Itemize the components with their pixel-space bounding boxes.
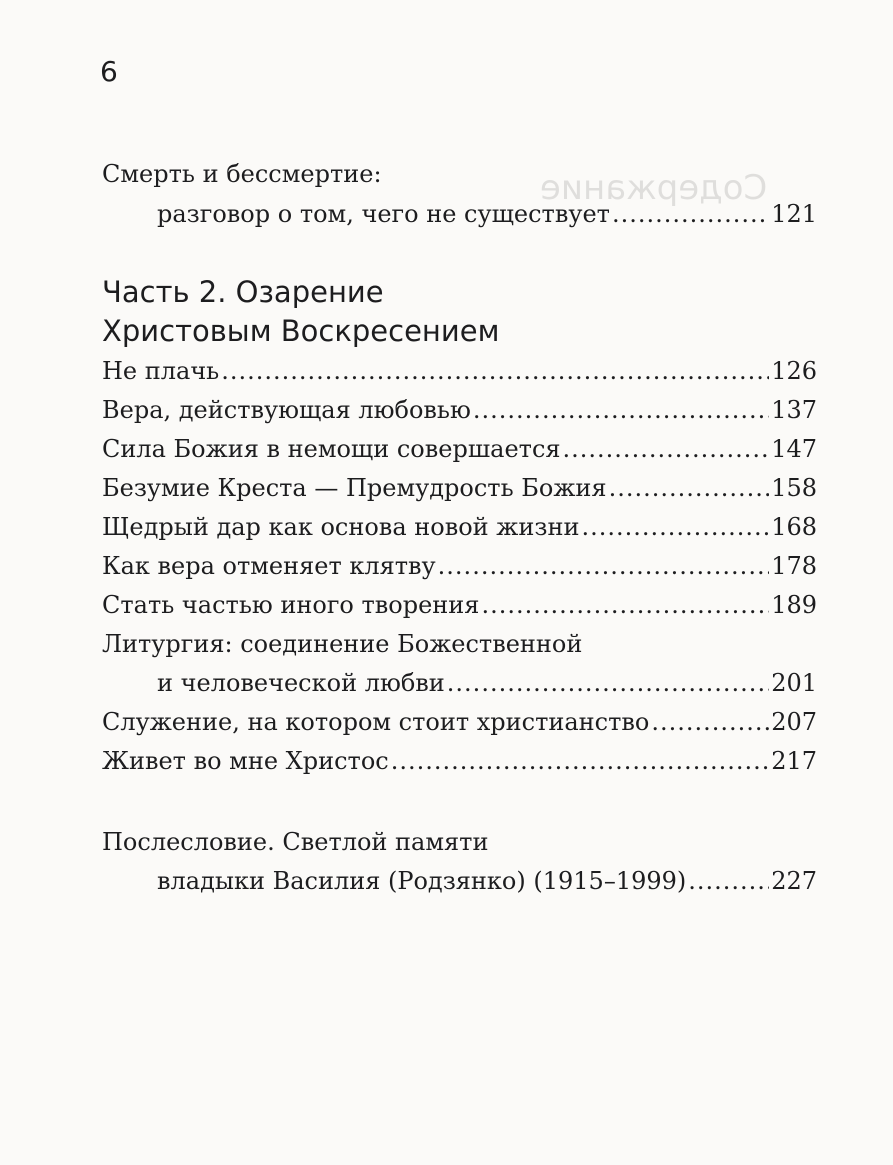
dot-leader [581,508,769,546]
dot-leader [651,703,769,741]
toc-page-ref: 158 [771,474,817,502]
toc-entry-title: Служение, на котором стоит христианство [102,708,650,736]
toc-entry[interactable] [102,586,817,624]
toc-page-ref: 207 [771,708,817,736]
toc-entry-line1 [102,823,817,861]
toc-page-ref: 217 [771,747,817,775]
toc-entry[interactable] [102,508,817,546]
toc-entry[interactable] [102,547,817,585]
dot-leader [391,742,769,780]
dot-leader [438,547,770,585]
toc-entry-title: владыки Василия (Родзянко) (1915–1999) [157,867,687,895]
toc-entry[interactable] [102,430,817,468]
toc-entry-title: Литургия: соединение Божественной [102,630,583,658]
toc-entry-title: Живет во мне Христос [102,747,389,775]
toc-entry-title: разговор о том, чего не существует [157,200,610,228]
toc-page-ref: 227 [771,867,817,895]
toc-entry[interactable] [157,195,817,233]
page-number: 6 [100,55,118,88]
toc-page-ref: 168 [771,513,817,541]
toc-entry-title: Смерть и бессмертие: [102,160,382,188]
toc-entry[interactable] [102,391,817,429]
toc-entry-title: Сила Божия в немощи совершается [102,435,561,463]
dot-leader [612,195,769,233]
toc-page-ref: 178 [771,552,817,580]
toc-entry-line1 [102,155,817,193]
toc-entry[interactable] [102,703,817,741]
toc-entry-title: Безумие Креста — Премудрость Божия [102,474,607,502]
toc-page-ref: 147 [771,435,817,463]
toc-page-ref: 137 [771,396,817,424]
toc-entry-title: Щедрый дар как основа новой жизни [102,513,580,541]
toc-page-ref: 189 [771,591,817,619]
dot-leader [688,862,769,900]
dot-leader [609,469,770,507]
dot-leader [473,391,769,429]
dot-leader [447,664,769,702]
dot-leader [481,586,769,624]
toc-entry[interactable] [102,742,817,780]
toc-entry-title: Не плачь [102,357,220,385]
part-heading-line1: Часть 2. Озарение [102,275,384,309]
toc-entry-title: Стать частью иного творения [102,591,480,619]
toc-entry[interactable] [102,352,817,390]
toc-entry[interactable] [102,469,817,507]
toc-entry-title: Как вера отменяет клятву [102,552,436,580]
dot-leader [221,352,769,390]
bleed-through-heading: Содержание [540,168,768,208]
toc-entry-line1 [102,625,817,663]
toc-entry-title: Послесловие. Светлой памяти [102,828,489,856]
toc-entry-title: Вера, действующая любовью [102,396,471,424]
toc-entry-title: и человеческой любви [157,669,445,697]
toc-page-ref: 201 [771,669,817,697]
toc-entry[interactable] [157,664,817,702]
part-heading-line2: Христовым Воскресением [102,314,500,348]
dot-leader [563,430,770,468]
toc-entry[interactable] [157,862,817,900]
toc-page-ref: 126 [771,357,817,385]
toc-page-ref: 121 [771,200,817,228]
